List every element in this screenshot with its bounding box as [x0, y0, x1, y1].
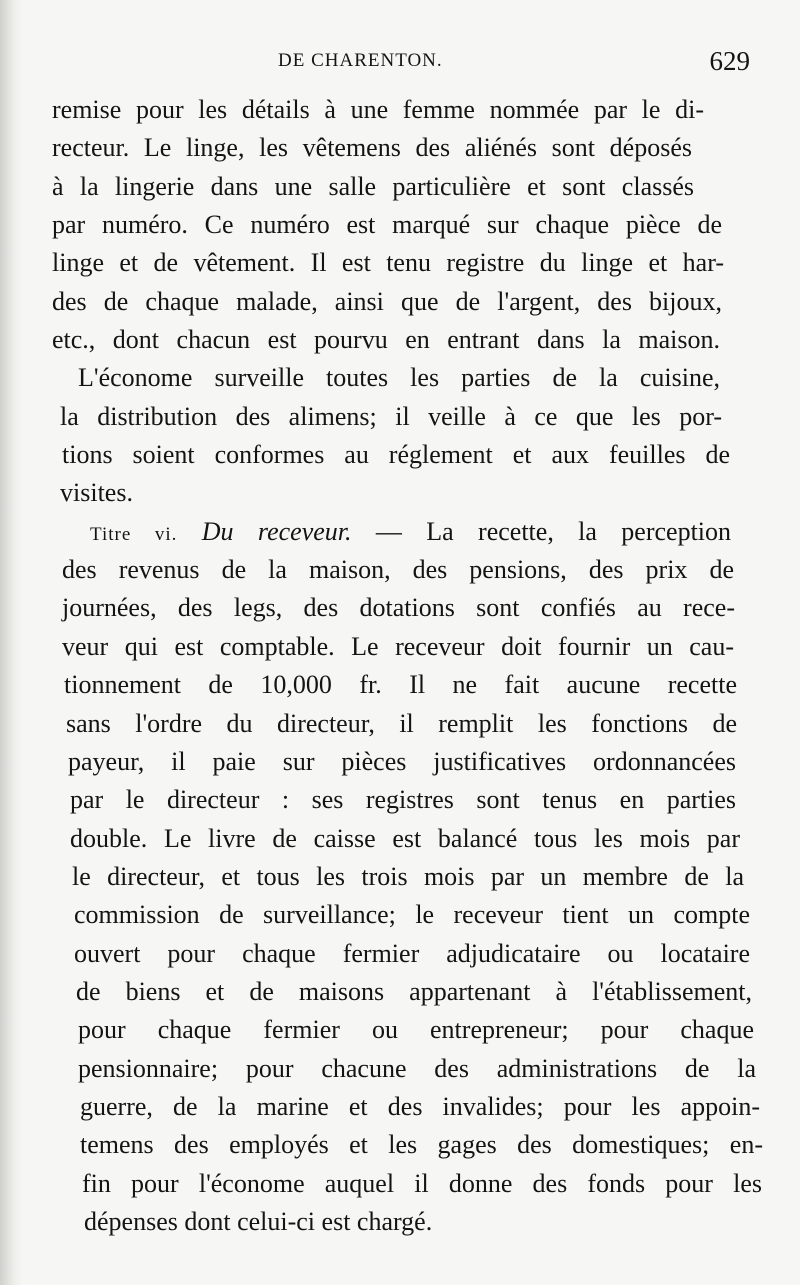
- text-line: ouvert pour chaque fermier adjudicataire ou locataire: [74, 938, 750, 968]
- text-line: L'économe surveille toutes les parties de la cuisine,: [78, 363, 720, 393]
- text-line: des de chaque malade, ainsi que de l'argent, des bijoux,: [52, 286, 722, 316]
- text-line: veur qui est comptable. Le receveur doit fournir un cau-: [62, 631, 734, 661]
- body-text: [52, 91, 767, 1241]
- section-text: La recette, la perception: [426, 516, 731, 546]
- page-header: [60, 46, 750, 86]
- text-line: des revenus de la maison, des pensions, des prix de: [62, 555, 734, 585]
- text-line: fin pour l'économe auquel il donne des fonds pour les: [82, 1168, 762, 1198]
- text-line: pour chaque fermier ou entrepreneur; pour chaque: [78, 1015, 754, 1045]
- text-line: payeur, il paie sur pièces justificatives ordonnancées: [68, 746, 736, 776]
- text-line: à la lingerie dans une salle particulière et sont classés: [52, 171, 694, 201]
- text-line: le directeur, et tous les trois mois par un membre de la: [72, 861, 744, 891]
- text-line: journées, des legs, des dotations sont confiés au rece-: [62, 593, 735, 623]
- page-gutter-shadow: [0, 0, 22, 1285]
- text-line: remise pour les détails à une femme nommée par le di-: [52, 95, 704, 124]
- text-line: recteur. Le linge, les vêtemens des aliénés sont déposés: [52, 133, 692, 163]
- text-line: tions soient conformes au réglement et aux feuilles de: [62, 440, 730, 470]
- text-line: de biens et de maisons appartenant à l'établissement,: [76, 976, 752, 1006]
- text-line: tionnement de 10,000 fr. Il ne fait aucune recette: [64, 670, 737, 700]
- running-head: DE CHARENTON.: [278, 50, 443, 71]
- text-line: commission de surveillance; le receveur tient un compte: [74, 900, 750, 930]
- text-line: sans l'ordre du directeur, il remplit les fonctions de: [66, 708, 737, 738]
- section-label: Titre vi.: [90, 523, 178, 545]
- text-line: dépenses dont celui-ci est chargé.: [84, 1206, 433, 1236]
- page-number: 629: [709, 46, 750, 76]
- text-line: par le directeur : ses registres sont tenus en parties: [70, 785, 736, 815]
- text-line: double. Le livre de caisse est balancé tous les mois par: [70, 823, 740, 853]
- text-line: guerre, de la marine et des invalides; pour les appoin-: [80, 1091, 760, 1121]
- section-title: Du receveur.: [201, 516, 352, 546]
- text-line: visites.: [60, 478, 133, 508]
- text-line: temens des employés et les gages des domestiques; en-: [80, 1130, 763, 1160]
- text-line: la distribution des alimens; il veille à ce que les por-: [60, 401, 722, 431]
- text-line: linge et de vêtement. Il est tenu registre du linge et har-: [52, 248, 724, 278]
- text-line: par numéro. Ce numéro est marqué sur chaque pièce de: [52, 210, 722, 240]
- section-heading-line: [52, 513, 731, 551]
- text-line: etc., dont chacun est pourvu en entrant dans la maison.: [52, 325, 720, 355]
- section-dash: —: [375, 516, 402, 546]
- text-line: pensionnaire; pour chacune des administrations de la: [78, 1053, 756, 1083]
